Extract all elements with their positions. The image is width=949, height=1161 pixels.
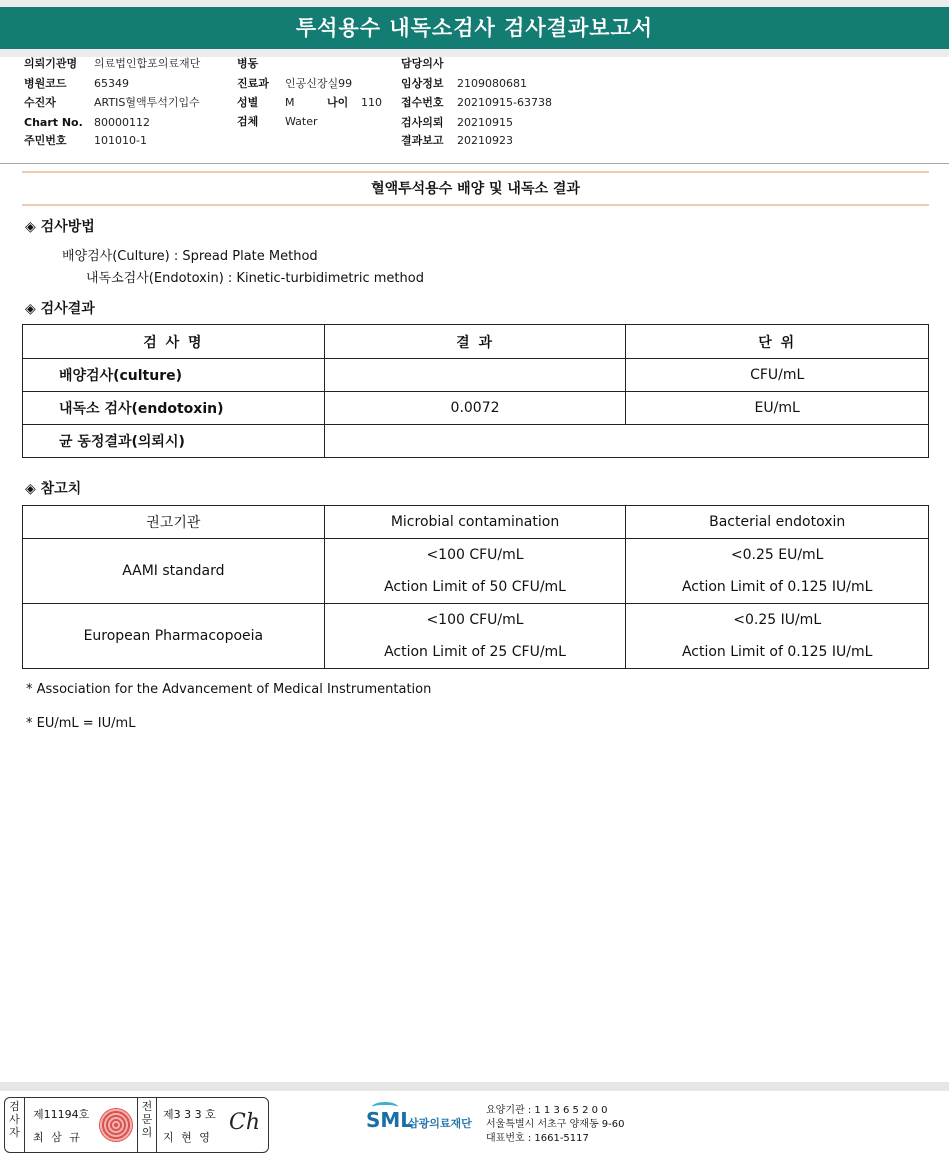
unit-endotoxin: EU/mL [626,392,929,425]
table-row [23,539,929,604]
department-row [237,77,352,91]
chart-no-row [24,116,150,130]
aami-microbial-action: Action Limit of 50 CFU/mL [384,579,566,595]
signature-mark: Ch [229,1110,261,1135]
clinical-value: 2109080681 [457,77,527,90]
department-value: 인공신장실99 [285,77,353,90]
header-organization: 권고기관 [23,506,325,539]
sex-value: M [285,96,295,109]
reference-header-row [23,506,929,539]
footer-bar [0,1082,949,1091]
examinee-value: ARTIS혈액투석기입수 [94,96,200,109]
org-code: 요양기관 : 1 1 3 6 5 2 0 0 [486,1105,608,1116]
unit-culture: CFU/mL [626,359,929,392]
ward-row [237,57,285,71]
test-name-identification: 균 동정결과(의뢰시) [23,425,325,458]
result-endotoxin: 0.0072 [324,392,626,425]
request-label: 검사의뢰 [401,116,444,129]
section-divider-top [22,171,929,173]
specimen-row [237,115,318,129]
reference-heading: ◈ 참고치 [25,481,82,497]
examinee-row [24,96,200,110]
doctor-row [401,57,457,71]
age-value: 110 [361,96,382,109]
clinical-row [401,77,527,91]
table-row [23,425,929,458]
reference-table [22,505,929,669]
signature-box [4,1097,269,1153]
ep-endotoxin-action: Action Limit of 0.125 IU/mL [681,644,873,660]
request-row [401,116,513,130]
specialist-label: 전문의 [137,1098,157,1152]
test-name-endotoxin: 내독소 검사(endotoxin) [23,392,325,425]
ep-endotoxin-limit: <0.25 IU/mL [733,612,822,628]
specialist-name: 지 현 영 [163,1131,212,1144]
org-ep: European Pharmacopoeia [23,604,325,669]
endotoxin-method: 내독소검사(Endotoxin) : Kinetic-turbidimetric method [86,271,424,286]
ep-microbial-action: Action Limit of 25 CFU/mL [384,644,566,660]
examiner-label: 검사자 [5,1098,25,1152]
institution-label: 의뢰기관명 [24,57,78,70]
result-identification [324,425,928,458]
aami-endotoxin-limit: <0.25 EU/mL [730,547,824,563]
ep-microbial-limit: <100 CFU/mL [426,612,524,628]
header-result: 결 과 [324,325,626,359]
specialist-license: 제3 3 3 호 [163,1108,216,1121]
examinee-label: 수진자 [24,96,56,109]
title-bar [0,0,949,57]
examiner-license: 제11194호 [33,1108,90,1121]
specimen-label: 검체 [237,115,259,128]
age-label: 나이 [327,96,349,109]
aami-endotoxin [626,539,929,604]
receipt-row [401,96,552,110]
method-heading: ◈ 검사방법 [25,219,95,235]
resident-no-value: 101010-1 [94,134,147,147]
org-address: 서울특별시 서초구 양재동 9-60 [486,1119,625,1130]
table-row [23,359,929,392]
resident-no-row [24,134,147,148]
hospital-code-label: 병원코드 [24,77,67,90]
hospital-code-value: 65349 [94,77,129,90]
section-divider-bottom [22,204,929,206]
request-value: 20210915 [457,116,513,129]
ep-microbial [324,604,626,669]
logo-name: 삼광의료재단 [408,1117,472,1130]
ep-endotoxin [626,604,929,669]
results-table [22,324,929,458]
org-phone: 대표번호 : 1661-5117 [486,1133,589,1144]
examiner-name: 최 삼 규 [33,1131,82,1144]
resident-no-label: 주민번호 [24,134,67,147]
header-unit: 단 위 [626,325,929,359]
header-microbial: Microbial contamination [324,506,626,539]
table-row [23,392,929,425]
note-units: * EU/mL = IU/mL [26,716,136,731]
clinical-label: 임상정보 [401,77,444,90]
logo-text: SML [366,1108,414,1132]
results-heading: ◈ 검사결과 [25,301,95,317]
chart-no-value: 80000112 [94,116,150,129]
header-endotoxin: Bacterial endotoxin [626,506,929,539]
report-label: 결과보고 [401,134,444,147]
header-test-name: 검 사 명 [23,325,325,359]
chart-no-label: Chart No. [24,116,83,129]
results-header-row [23,325,929,359]
report-value: 20210923 [457,134,513,147]
org-aami: AAMI standard [23,539,325,604]
culture-method: 배양검사(Culture) : Spread Plate Method [62,249,318,264]
table-row [23,604,929,669]
sml-logo [366,1102,486,1142]
report-row [401,134,513,148]
aami-endotoxin-action: Action Limit of 0.125 IU/mL [681,579,873,595]
doctor-label: 담당의사 [401,57,444,70]
institution-value: 의료법인합포의료재단 [94,57,201,70]
hospital-code-row [24,77,129,91]
sex-age-row [237,96,382,110]
aami-microbial-limit: <100 CFU/mL [426,547,524,563]
footer [0,1082,949,1161]
receipt-label: 접수번호 [401,96,444,109]
report-title: 투석용수 내독소검사 검사결과보고서 [0,7,949,49]
test-name-culture: 배양검사(culture) [23,359,325,392]
seal-stamp-icon [99,1108,133,1142]
institution-row [24,57,200,71]
receipt-value: 20210915-63738 [457,96,552,109]
department-label: 진료과 [237,77,269,90]
note-aami: * Association for the Advancement of Medical Instrumentation [26,682,432,697]
specimen-value: Water [285,115,318,128]
aami-microbial [324,539,626,604]
result-culture [324,359,626,392]
sex-label: 성별 [237,96,259,109]
section-title: 혈액투석용수 배양 및 내독소 결과 [371,181,580,197]
ward-label: 병동 [237,57,259,70]
patient-info-panel [0,56,949,164]
